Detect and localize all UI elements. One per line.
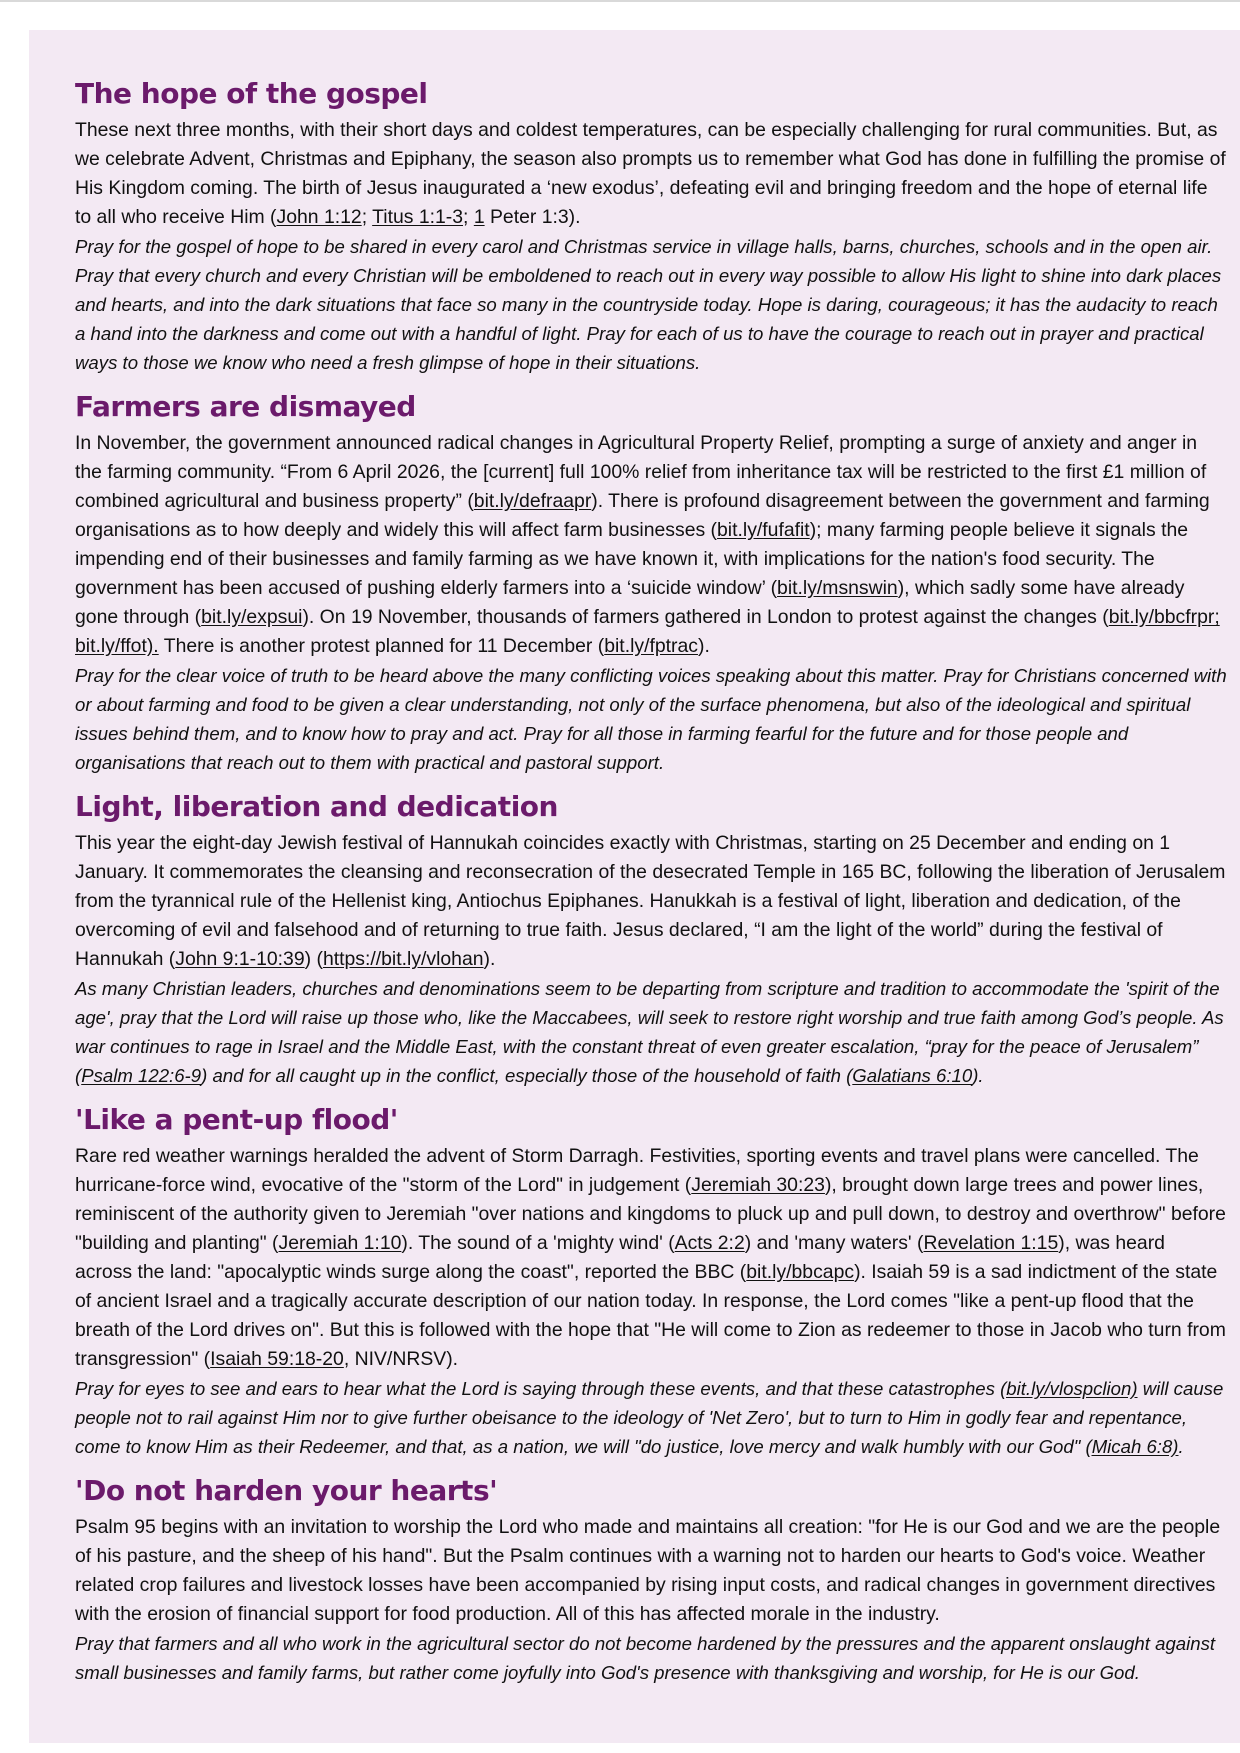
reference-link[interactable]: (Micah 6:8) [1085,1436,1179,1457]
text-run: Pray for the clear voice of truth to be heard above the many conflicting voices speaking about this matter. Pray for Christians concerned with or about farming and food to be given a clear understanding, not only of the surface phenomena, but also of the ideological and spiritual issues behind them, and to know how to pray and act. Pray for all those in farming fearful for the future and for those people and organisations that reach out to them with practical and pastoral support. [75,665,1227,773]
section-heading: The hope of the gospel [75,77,428,110]
reference-link[interactable]: Jeremiah 1:10 [278,1232,402,1254]
text-run: Pray that farmers and all who work in the agricultural sector do not become hardened by the pressures and the apparent onslaught against small businesses and family farms, but rather come joyfully into God's presence with thanksgiving and worship, for He is our God. [75,1633,1216,1683]
section-body-text [75,116,1227,232]
prayer-section [75,1100,1227,1461]
reference-link[interactable]: bit.ly/msnswin [777,577,898,599]
text-run: ; [361,206,373,228]
text-run: ), which sadly some have already gone through ( [75,577,1185,628]
top-divider [0,0,1240,2]
text-run: ) and for all caught up in the conflict, especially those of the household of faith ( [201,1065,853,1086]
text-run: ). On 19 November, thousands of farmers gathered in London to protest against the changes ( [302,606,1109,628]
section-prayer-text [75,974,1227,1090]
reference-link[interactable]: bit.ly/fufafit [717,519,810,541]
reference-link[interactable]: Revelation 1:15 [923,1232,1059,1254]
text-run: ) ( [304,948,323,970]
text-run: Psalm 95 begins with an invitation to worship the Lord who made and maintains all creation: "for He is our God and we are the people of his pasture, and the sheep of his hand". But the Psalm continues with a warning not to harden our hearts to God's voice. Weather related crop failures and livestock losses have been accompanied by rising input costs, and radical changes in government directives with the erosion of financial support for food production. All of this has affected morale in the industry. [75,1516,1221,1625]
text-run: ), brought down large trees and power lines, reminiscent of the authority given to Jeremiah "over nations and kingdoms to pluck up and pull down, to destroy and overthrow" before "building and planting" ( [75,1174,1226,1254]
reference-link[interactable]: Acts 2:2 [674,1232,745,1254]
reference-link[interactable]: https://bit.ly/vlohan [322,948,484,970]
reference-link[interactable]: bit.ly/defraapr [473,490,592,512]
reference-link[interactable]: Titus 1:1-3 [372,206,464,228]
text-run: ). The sound of a 'mighty wind' ( [401,1232,675,1254]
text-run: will cause people not to rail against Him nor to give further obeisance to the ideology of 'Net Zero', but to turn to Him in godly fear and repentance, come to know Him as their Redeemer, and that, as a nation, we will "do justice, love mercy and walk humbly with our God" [75,1378,1224,1457]
content-panel [29,30,1240,1743]
section-heading: Farmers are dismayed [75,390,416,423]
text-run: This year the eight-day Jewish festival of Hannukah coincides exactly with Christmas, starting on 25 December and ending on 1 January. It commemorates the cleansing and reconsecration of the desecrated Temple in 165 BC, following the liberation of Jerusalem from the tyrannical rule of the Hellenist king, Antiochus Epiphanes. Hanukkah is a festival of light, liberation and dedication, of the overcoming of evil and falsehood and of returning to true faith. Jesus declared, “I am the light of the world” during the festival of Hannukah ( [75,832,1226,970]
section-heading: 'Do not harden your hearts' [75,1474,498,1507]
text-run: . [1178,1436,1184,1457]
section-prayer-text [75,661,1227,777]
reference-link[interactable]: bit.ly/expsui [201,606,303,628]
section-heading: 'Like a pent-up flood' [75,1103,398,1136]
prayer-section [75,1471,1227,1687]
text-run: ). Isaiah 59 is a sad indictment of the state of ancient Israel and a tragically accurate description of our nation today. In response, the Lord comes "like a pent-up flood that the breath of the Lord drives on". But this is followed with the hope that "He will come to Zion as redeemer to those in Jacob who turn from transgression" ( [75,1261,1226,1370]
reference-link[interactable]: bit.ly/bbcapc [746,1261,855,1283]
section-body-text [75,1142,1227,1374]
article-body [75,74,1227,1687]
text-run: Pray for eyes to see and ears to hear what the Lord is saying through these events, and that these catastrophes [75,1378,1001,1399]
reference-link[interactable]: (bit.ly/vlospclion) [1000,1378,1138,1399]
reference-link[interactable]: Galatians 6:10 [852,1065,973,1086]
text-run: These next three months, with their short days and coldest temperatures, can be especially challenging for rural communities. But, as we celebrate Advent, Christmas and Epiphany, the season also prompts us to remember what God has done in fulfilling the promise of His Kingdom coming. The birth of Jesus inaugurated a ‘new exodus’, defeating evil and bringing freedom and the hope of eternal life to all who receive Him ( [75,119,1226,228]
text-run: ), was heard across the land: "apocalyptic winds surge along the coast", reported the BBC ( [75,1232,1165,1283]
prayer-section [75,74,1227,377]
section-prayer-text [75,1629,1227,1687]
text-run: ). There is profound disagreement between the government and farming organisations as to how deeply and widely this will affect farm businesses ( [75,490,1210,541]
text-run: ) and 'many waters' ( [744,1232,924,1254]
section-prayer-text [75,232,1227,377]
prayer-section [75,787,1227,1090]
text-run: As many Christian leaders, churches and denominations seem to be departing from scripture and tradition to accommodate the 'spirit of the age', pray that the Lord will raise up those who, like the Maccabees, will seek to restore right worship and true faith among God’s people. As war continues to rage in Israel and the Middle East, with the constant threat of even greater escalation, “pray for the peace of Jerusalem” ( [75,978,1224,1086]
reference-link[interactable]: 1 [473,206,485,228]
reference-link[interactable]: bit.ly/bbcfrpr; bit.ly/ffot). [75,606,1220,657]
reference-link[interactable]: bit.ly/fptrac [604,635,698,657]
reference-link[interactable]: Isaiah 59:18-20 [210,1348,344,1370]
text-run: ). [483,948,496,970]
text-run: There is another protest planned for 11 December ( [158,635,605,657]
prayer-section [75,387,1227,777]
text-run: Peter 1:3). [484,206,581,228]
text-run: ). [697,635,710,657]
text-run: ); many farming people believe it signals the impending end of their businesses and family farming as we have known it, with implications for the nation's food security. The government has been accused of pushing elderly farmers into a ‘suicide window’ ( [75,519,1189,599]
reference-link[interactable]: Psalm 122:6-9 [81,1065,202,1086]
text-run: , NIV/NRSV). [343,1348,459,1370]
section-body-text [75,829,1227,974]
section-heading: Light, liberation and dedication [75,790,558,823]
section-prayer-text [75,1374,1227,1461]
section-body-text [75,1513,1227,1629]
section-body-text [75,429,1227,661]
reference-link[interactable]: Jeremiah 30:23 [691,1174,825,1196]
text-run: ; [463,206,474,228]
text-run: Pray for the gospel of hope to be shared in every carol and Christmas service in village halls, barns, churches, schools and in the open air. Pray that every church and every Christian will be emboldened to reach out in every way possible to allow His light to shine into dark places and hearts, and into the dark situations that face so many in the countryside today. Hope is daring, courageous; it has the audacity to reach a hand into the darkness and come out with a handful of light. Pray for each of us to have the courage to reach out in prayer and practical ways to those we know who need a fresh glimpse of hope in their situations. [75,236,1222,373]
text-run: ). [972,1065,984,1086]
text-run: In November, the government announced radical changes in Agricultural Property Relief, prompting a surge of anxiety and anger in the farming community. “From 6 April 2026, the [current] full 100% relief from inheritance tax will be restricted to the first £1 million of combined agricultural and business property” ( [75,432,1207,512]
reference-link[interactable]: John 9:1-10:39 [175,948,305,970]
reference-link[interactable]: John 1:12 [276,206,362,228]
text-run: Rare red weather warnings heralded the advent of Storm Darragh. Festivities, sporting events and travel plans were cancelled. The hurricane-force wind, evocative of the "storm of the Lord" in judgement ( [75,1145,1199,1196]
